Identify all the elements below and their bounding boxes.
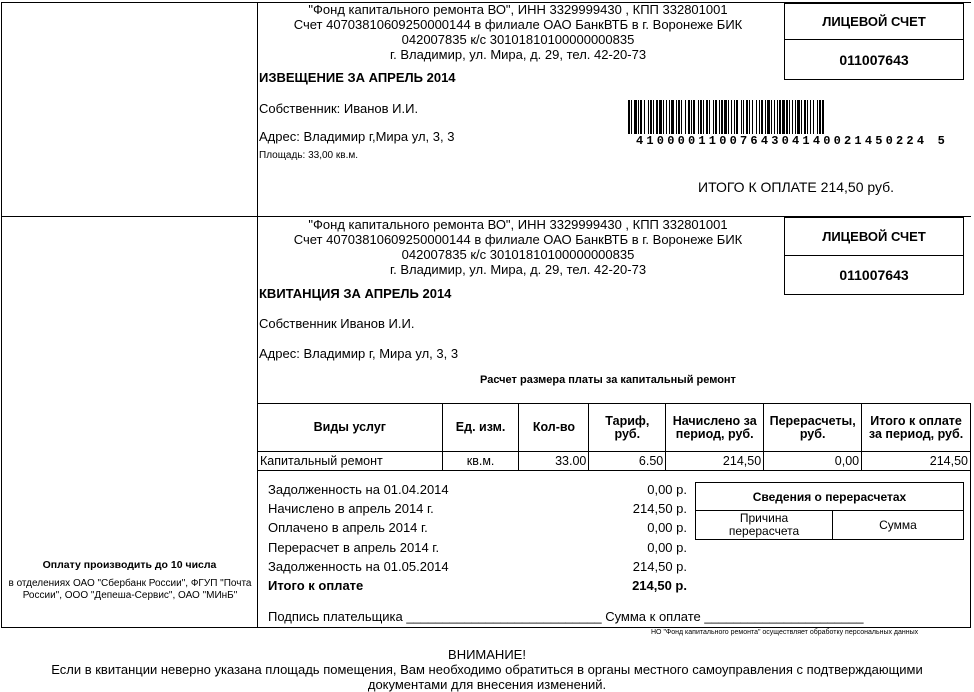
pay-deadline: Оплату производить до 10 числа [42,559,217,571]
header-recalc: Перерасчеты, руб. [764,404,862,452]
frame-bottom [1,627,971,628]
summary-label-debt-start: Задолженность на 01.04.2014 [268,482,449,497]
frame-left [1,2,2,628]
receipt-org-line-3: 042007835 к/с 30101810100000000835 [401,247,635,262]
receipt-owner: Собственник Иванов И.И. [259,316,415,331]
summary-value-recalc: 0,00 р. [647,540,687,555]
summary-value-accrued: 214,50 р. [632,501,687,516]
services-table [257,403,971,471]
header-service: Виды услуг [258,404,443,452]
header-tariff: Тариф, руб. [589,404,666,452]
attention-title: ВНИМАНИЕ! [448,647,526,662]
frame-right-bottom [970,470,971,628]
barcode-digits: 4100001100764304140021450224 5 [636,134,949,148]
notice-account-box [784,3,964,80]
receipt-account-box [784,217,964,295]
summary-label-debt-end: Задолженность на 01.05.2014 [268,559,449,574]
row-accrued: 214,50 [666,452,764,471]
calc-title: Расчет размера платы за капитальный ремонт [480,374,736,386]
receipt-org-line-1: "Фонд капитального ремонта ВО", ИНН 3329999430 , КПП 332801001 [308,217,728,232]
summary-label-paid: Оплачено в апрель 2014 г. [268,520,428,535]
barcode-image [628,100,972,134]
summary-label-accrued: Начислено в апрель 2014 г. [268,501,434,516]
summary-value-debt-end: 214,50 р. [632,559,687,574]
services-table-header [258,404,971,452]
table-row [258,452,971,471]
notice-title: ИЗВЕЩЕНИЕ ЗА АПРЕЛЬ 2014 [259,70,456,85]
recalc-col-reason: Причина перерасчета [696,511,833,539]
pay-places: в отделениях ОАО "Сбербанк России", ФГУП "Почта России", ООО "Депеша-Сервис", ОАО "МИнБ" [8,578,252,601]
notice-total: ИТОГО К ОПЛАТЕ 214,50 руб. [698,179,895,195]
notice-address: Адрес: Владимир г,Мира ул, 3, 3 [259,129,455,144]
recalc-title: Сведения о перерасчетах [696,483,963,511]
signature-line: Подпись плательщика ___________________________ Сумма к оплате ______________________ [268,609,864,624]
summary-label-recalc: Перерасчет в апрель 2014 г. [268,540,440,555]
summary-total-value: 214,50 р. [632,578,687,593]
header-qty: Кол-во [519,404,589,452]
recalc-box [695,482,964,540]
summary-total-label: Итого к оплате [268,578,364,593]
recalc-col-sum: Сумма [879,518,917,532]
header-unit: Ед. изм. [442,404,519,452]
row-service: Капитальный ремонт [258,452,443,471]
row-tariff: 6.50 [589,452,666,471]
receipt-org-line-4: г. Владимир, ул. Мира, д. 29, тел. 42-20-73 [389,262,647,277]
receipt-account-number: 011007643 [839,267,909,283]
header-total: Итого к оплате за период, руб. [862,404,971,452]
row-unit: кв.м. [442,452,519,471]
receipt-org-line-2: Счет 40703810609250000144 в филиале ОАО БанкВТБ в г. Воронеже БИК [293,232,743,247]
notice-org-line-3: 042007835 к/с 30101810100000000835 [401,32,635,47]
notice-org-line-4: г. Владимир, ул. Мира, д. 29, тел. 42-20-73 [389,47,647,62]
receipt-account-label: ЛИЦЕВОЙ СЧЕТ [785,218,963,256]
notice-org-line-2: Счет 40703810609250000144 в филиале ОАО БанкВТБ в г. Воронеже БИК [293,17,743,32]
privacy-note: НО "Фонд капитального ремонта" осуществляет обработку персональных данных [651,629,919,636]
frame-middle-vertical [257,2,258,628]
receipt-address: Адрес: Владимир г, Мира ул, 3, 3 [259,346,459,361]
summary-value-paid: 0,00 р. [647,520,687,535]
row-total: 214,50 [862,452,971,471]
notice-owner: Собственник: Иванов И.И. [259,101,419,116]
header-accrued: Начислено за период, руб. [666,404,764,452]
summary-value-debt-start: 0,00 р. [647,482,687,497]
notice-org-line-1: "Фонд капитального ремонта ВО", ИНН 3329999430 , КПП 332801001 [308,2,728,17]
attention-text: Если в квитанции неверно указана площадь помещения, Вам необходимо обратиться в органы местного самоуправления с подтверждающими документами для внесения изменений. [51,662,923,692]
notice-account-label: ЛИЦЕВОЙ СЧЕТ [785,4,963,40]
notice-area: Площадь: 33,00 кв.м. [259,150,359,161]
row-recalc: 0,00 [764,452,862,471]
receipt-title: КВИТАНЦИЯ ЗА АПРЕЛЬ 2014 [259,286,452,301]
notice-account-number: 011007643 [839,51,909,68]
row-qty: 33.00 [519,452,589,471]
